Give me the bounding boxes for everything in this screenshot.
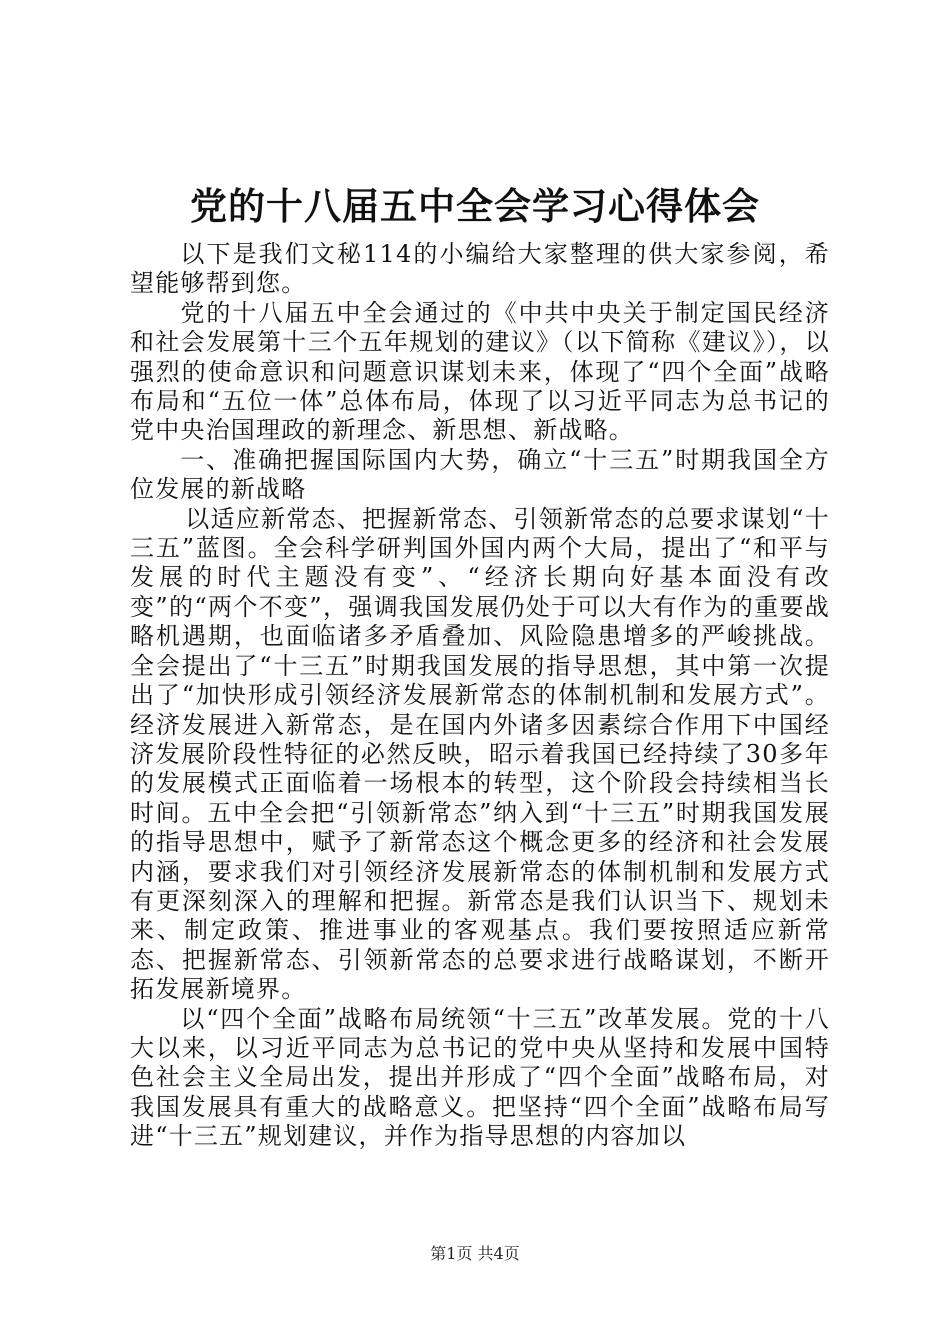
new-normal-paragraph: 以适应新常态、把握新常态、引领新常态的总要求谋划“十三五”蓝图。全会科学研判国外国内两个大局，提出了“和平与发展的时代主题没有变”、“经济长期向好基本面没有改变”的“两个不变”，强调我国发展仍处于可以大有作为的重要战略机遇期，也面临诸多矛盾叠加、风险隐患增多的严峻挑战。全会提出了“十三五”时期我国发展的指导思想，其中第一次提出了“加快形成引领经济发展新常态的体制机制和发展方式”。经济发展进入新常态，是在国内外诸多因素综合作用下中国经济发展阶段性特征的必然反映，昭示着我国已经持续了30多年的发展模式正面临着一场根本的转型，这个阶段会持续相当长时间。五中全会把“引领新常态”纳入到“十三五”时期我国发展的指导思想中，赋予了新常态这个概念更多的经济和社会发展内涵，要求我们对引领经济发展新常态的体制机制和发展方式有更深刻深入的理解和把握。新常态是我们认识当下、规划未来、制定政策、推进事业的客观基点。我们要按照适应新常态、把握新常态、引领新常态的总要求进行战略谋划，不断开拓发展新境界。	[130, 504, 830, 1004]
overview-paragraph: 党的十八届五中全会通过的《中共中央关于制定国民经济和社会发展第十三个五年规划的建议》（以下简称《建议》），以强烈的使命意识和问题意识谋划未来，体现了“四个全面”战略布局和“五位一体”总体布局，体现了以习近平同志为总书记的党中央治国理政的新理念、新思想、新战略。	[130, 298, 830, 445]
section-heading-paragraph: 一、准确把握国际国内大势，确立“十三五”时期我国全方位发展的新战略	[130, 445, 830, 504]
page-number-footer: 第1页 共4页	[430, 1244, 520, 1263]
document-body	[130, 240, 830, 1152]
four-comprehensives-paragraph: 以“四个全面”战略布局统领“十三五”改革发展。党的十八大以来，以习近平同志为总书记的党中央从坚持和发展中国特色社会主义全局出发，提出并形成了“四个全面”战略布局，对我国发展具有重大的战略意义。把坚持“四个全面”战略布局写进“十三五”规划建议，并作为指导思想的内容加以	[130, 1004, 830, 1151]
document-title: 党的十八届五中全会学习心得体会	[190, 185, 760, 228]
intro-paragraph: 以下是我们文秘114的小编给大家整理的供大家参阅，希望能够帮到您。	[130, 240, 830, 298]
